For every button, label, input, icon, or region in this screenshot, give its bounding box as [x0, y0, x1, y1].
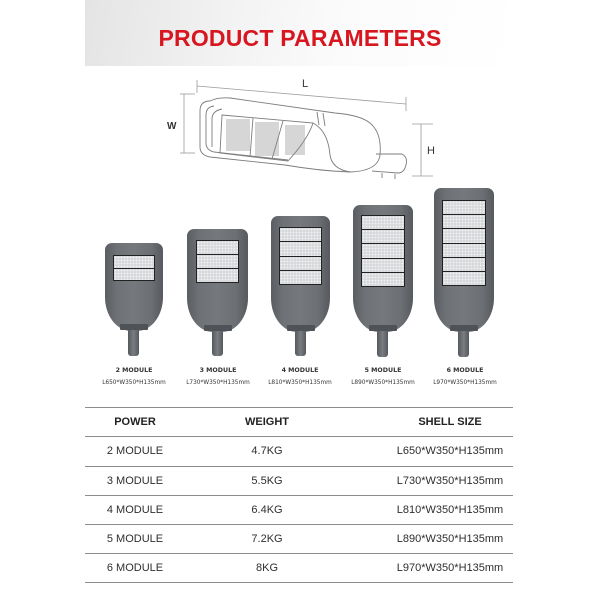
led-module	[362, 273, 403, 286]
header-power: POWER	[114, 416, 156, 429]
cell-shell-size: L810*W350*H135mm	[396, 504, 504, 517]
lamp-2-module	[105, 243, 163, 356]
table-header-row	[85, 407, 513, 436]
led-module	[443, 258, 484, 271]
header-shell-size: SHELL SIZE	[418, 416, 482, 429]
cell-weight: 7.2KG	[251, 533, 283, 546]
led-module	[362, 259, 403, 272]
table-row	[85, 553, 513, 582]
led-module	[114, 269, 154, 281]
pole-mount	[128, 330, 139, 356]
led-module	[443, 229, 484, 242]
lamp-caption-dims: L730*W350*H135mm	[186, 380, 250, 386]
spec-table	[85, 407, 513, 583]
led-panel	[196, 240, 240, 283]
led-panel	[361, 215, 404, 287]
cell-shell-size: L970*W350*H135mm	[396, 562, 504, 575]
lamp-caption-dims: L810*W350*H135mm	[268, 380, 332, 386]
led-module	[280, 242, 320, 255]
led-module	[280, 228, 320, 241]
table-row	[85, 436, 513, 465]
header-weight: WEIGHT	[245, 416, 289, 429]
cell-weight: 8KG	[255, 562, 278, 575]
led-module	[280, 271, 320, 284]
cell-shell-size: L730*W350*H135mm	[396, 474, 504, 487]
lamp-caption-name: 3 MODULE	[199, 367, 237, 374]
height-label: H	[427, 145, 435, 157]
cell-shell-size: L890*W350*H135mm	[396, 533, 504, 546]
lamp-6-module	[434, 188, 494, 357]
pole-mount	[212, 331, 223, 356]
lamp-caption-name: 5 MODULE	[364, 367, 402, 374]
led-panel	[279, 227, 321, 285]
led-module	[362, 244, 403, 257]
street-light-outline-drawing	[150, 65, 450, 190]
led-panel	[113, 255, 155, 281]
cell-weight: 6.4KG	[251, 504, 283, 517]
lamp-caption-dims: L890*W350*H135mm	[351, 380, 415, 386]
led-module	[443, 272, 484, 285]
led-module	[197, 241, 239, 254]
cell-shell-size: L650*W350*H135mm	[396, 445, 504, 458]
lamp-caption-name: 2 MODULE	[115, 367, 153, 374]
cell-power: 2 MODULE	[106, 445, 164, 458]
length-label: L	[302, 78, 309, 90]
led-module	[443, 201, 484, 214]
cell-power: 3 MODULE	[106, 474, 164, 487]
cell-power: 6 MODULE	[106, 562, 164, 575]
led-module	[443, 244, 484, 257]
lamp-caption-dims: L650*W350*H135mm	[102, 380, 166, 386]
led-module	[362, 216, 403, 229]
pole-mount	[377, 331, 388, 357]
lamp-5-module	[353, 205, 413, 357]
led-module	[280, 257, 320, 270]
cell-weight: 4.7KG	[251, 445, 283, 458]
cell-power: 5 MODULE	[106, 533, 164, 546]
led-module	[443, 215, 484, 228]
lamp-caption-dims: L970*W350*H135mm	[433, 380, 497, 386]
pole-mount	[458, 331, 469, 357]
lamp-caption-name: 6 MODULE	[446, 367, 484, 374]
led-module	[114, 256, 154, 268]
dimension-diagram	[150, 65, 450, 190]
led-panel	[442, 200, 485, 286]
table-row	[85, 495, 513, 524]
led-module	[197, 269, 239, 282]
table-row	[85, 524, 513, 553]
page-title: PRODUCT PARAMETERS	[158, 25, 442, 51]
width-label: W	[167, 121, 177, 132]
led-module	[362, 230, 403, 243]
table-row	[85, 466, 513, 495]
cell-weight: 5.5KG	[251, 474, 283, 487]
cell-power: 4 MODULE	[106, 504, 164, 517]
lamp-caption-name: 4 MODULE	[281, 367, 319, 374]
led-module	[197, 255, 239, 268]
lamp-3-module	[187, 229, 248, 356]
lamp-4-module	[271, 216, 330, 356]
pole-mount	[295, 331, 306, 356]
